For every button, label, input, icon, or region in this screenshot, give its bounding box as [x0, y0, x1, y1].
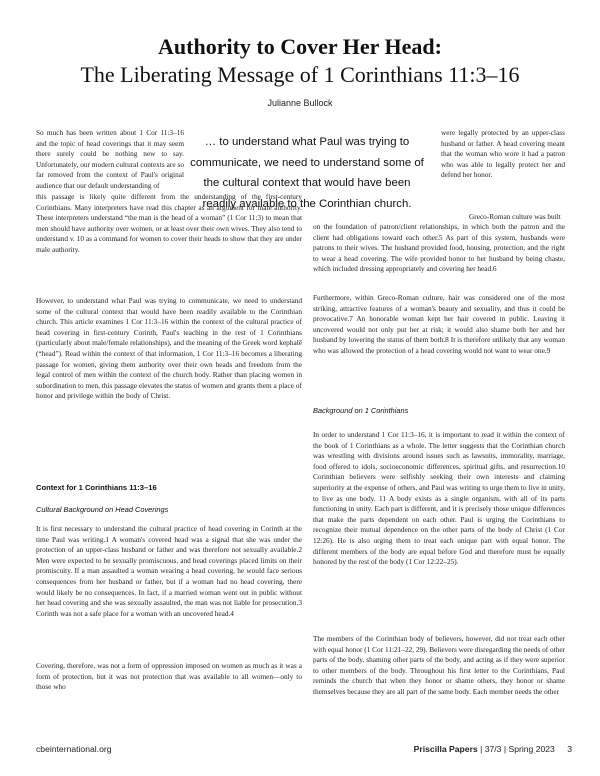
- paragraph-purpose: However, to understand what Paul was trying to communicate, we need to understand some of the cultural context that would have been readily available to the Corinthian church. This article examines 1 Cor 11:3–16 within the context of the cultural practice of head covering in first-century Corinth, Paul's teaching in the rest of 1 Corinthians (particularly about male/female relationships), and the meaning of the Greek word kephalē (“head”). Read within the context of that information, 1 Cor 11:3–16 becomes a liberating passage for women, giving them authority over their own heads and freedom from the legal control of men within the context of the church body. Rather than placing women in subordination to men, this passage elevates the status of women and grants them a place of honor and privilege within the body of Christ.: [36, 296, 302, 401]
- paragraph-greco-roman-start: Greco-Roman culture was built: [469, 212, 561, 221]
- subheading-cultural-background: Cultural Background on Head Coverings: [36, 505, 169, 514]
- paragraph-background-corinthians: In order to understand 1 Cor 11:3–16, it is important to read it within the context of the book of 1 Corinthians as a whole. The letter suggests that the Corinthian church was wrestling with divisions around issues such as lawsuits, immorality, marriage, food offered to idols, socioeconomic differences, spiritual gifts, and resurrection.10 Corinthian believers were selfishly seeking their own interests and claiming superiority at the expense of others, and Paul was writing to urge them to live in unity, to live as one body. 11 A body exists as a single organism, with all of its parts functioning in unity. Each part is different, and it is precisely those unique differences that make the parts dependent on each other. Paul is urging the Corinthians to recognize their mutual dependence on the other parts of the body of Christ (1 Cor 12:26). He is also urging them to treat each unique part with equal honor. The different members of the body are equal before God and therefore must be equally honored by the rest of the body (1 Cor 12:22–25).: [313, 430, 565, 567]
- paragraph-covering-protection: Covering, therefore, was not a form of oppression imposed on women as much as it was a form of protection, but it was not protection that was available to all women—only to those who: [36, 661, 302, 692]
- footer-separator: |: [503, 744, 507, 754]
- paragraph-legal-protection-narrow: were legally protected by an upper-class husband or father. A head covering meant that the woman who wore it had a patron who was able to legally protect her and defend her honor.: [441, 128, 565, 180]
- footer-separator: |: [480, 744, 483, 754]
- footer-website: cbeinternational.org: [36, 744, 112, 754]
- paragraph-head-covering-practice: It is first necessary to understand the cultural practice of head covering in Corinth at the time Paul was writing.1 A woman's covered head was a signal that she was under the protection of an upper-class husband or father and was therefore not sexually available.2 Men were expected to be sexually promiscuous, and head coverings placed limits on their promiscuity. If a man assaulted a woman wearing a head covering, he would face serious consequences from her husband or father, but if a woman had no head covering, there would likely be no consequences. In fact, if a married woman went out in public without her head covering and she was sexually assaulted, the man was not liable for prosecution.3 Corinth was not a safe place for a woman with an uncovered head.4: [36, 524, 302, 618]
- article-title-line1: Authority to Cover Her Head:: [158, 34, 442, 59]
- section-heading-context: Context for 1 Corinthians 11:3–16: [36, 483, 157, 492]
- paragraph-hair: Furthermore, within Greco-Roman culture, hair was considered one of the most striking, attractive features of a woman's beauty and sexuality, and thus it could be provocative.7 An honorable woman kept her hair covered in public. Leaving it uncovered would not only put her at risk; it would also shame both her and her husband by lowering the status of them both.8 It is therefore unlikely that any woman who was allowed the protection of a head covering would not want to wear one.9: [313, 293, 565, 355]
- subheading-background-corinthians: Background on 1 Corinthians: [313, 406, 409, 415]
- journal-name: Priscilla Papers: [413, 744, 478, 754]
- issue-season: Spring 2023: [508, 744, 555, 754]
- paragraph-greco-roman: on the foundation of patron/client relationships, in which both the patron and the client had obligations toward each other.5 As part of this system, husbands were patrons to their wives. The husband provided food, housing, protection, and the right to wear a head covering. The wife provided honor to her husband by being chaste, which included dressing appropriately and covering her head.6: [313, 222, 565, 274]
- intro-paragraph-full: this passage is likely quite different from the understanding of the first-century Corinthians. Many interpreters have read this chapter as an argument for male authority. These interpreters understand “the man is the head of a woman” (1 Cor 11:3) to mean that men should have authority over women, or at least over their own wives. They also tend to understand v. 10 as a command for women to cover their heads to show that they are under male authority.: [36, 192, 302, 254]
- footer-publication: [414, 744, 572, 754]
- author-name: Julianne Bullock: [267, 98, 333, 108]
- issue-number: 37/3: [484, 744, 502, 754]
- page-number: 3: [567, 744, 572, 754]
- pull-quote: … to understand what Paul was trying to communicate, we need to understand some of the cultural context that would have been readily available to the Corinthian church.: [190, 136, 424, 210]
- article-title-line2: The Liberating Message of 1 Corinthians 11:3–16: [80, 62, 520, 87]
- paragraph-members-honor: The members of the Corinthian body of believers, however, did not treat each other with equal honor (1 Cor 11:21–22, 29). Believers were disregarding the needs of other parts of the body, shaming other parts of the body, and acting as if they were superior to other members of the body. Throughout his first letter to the Corinthians, Paul reminds the church that when they honor or shame others, they honor or shame themselves because they are all part of the same body. Each member needs the other: [313, 634, 566, 696]
- intro-paragraph-narrow: So much has been written about 1 Cor 11:3–16 and the topic of head coverings that it may seem there surely could be nothing new to say. Unfortunately, our modern cultural contexts are so far removed from the context of Paul's original audience that our default understanding of: [36, 128, 184, 190]
